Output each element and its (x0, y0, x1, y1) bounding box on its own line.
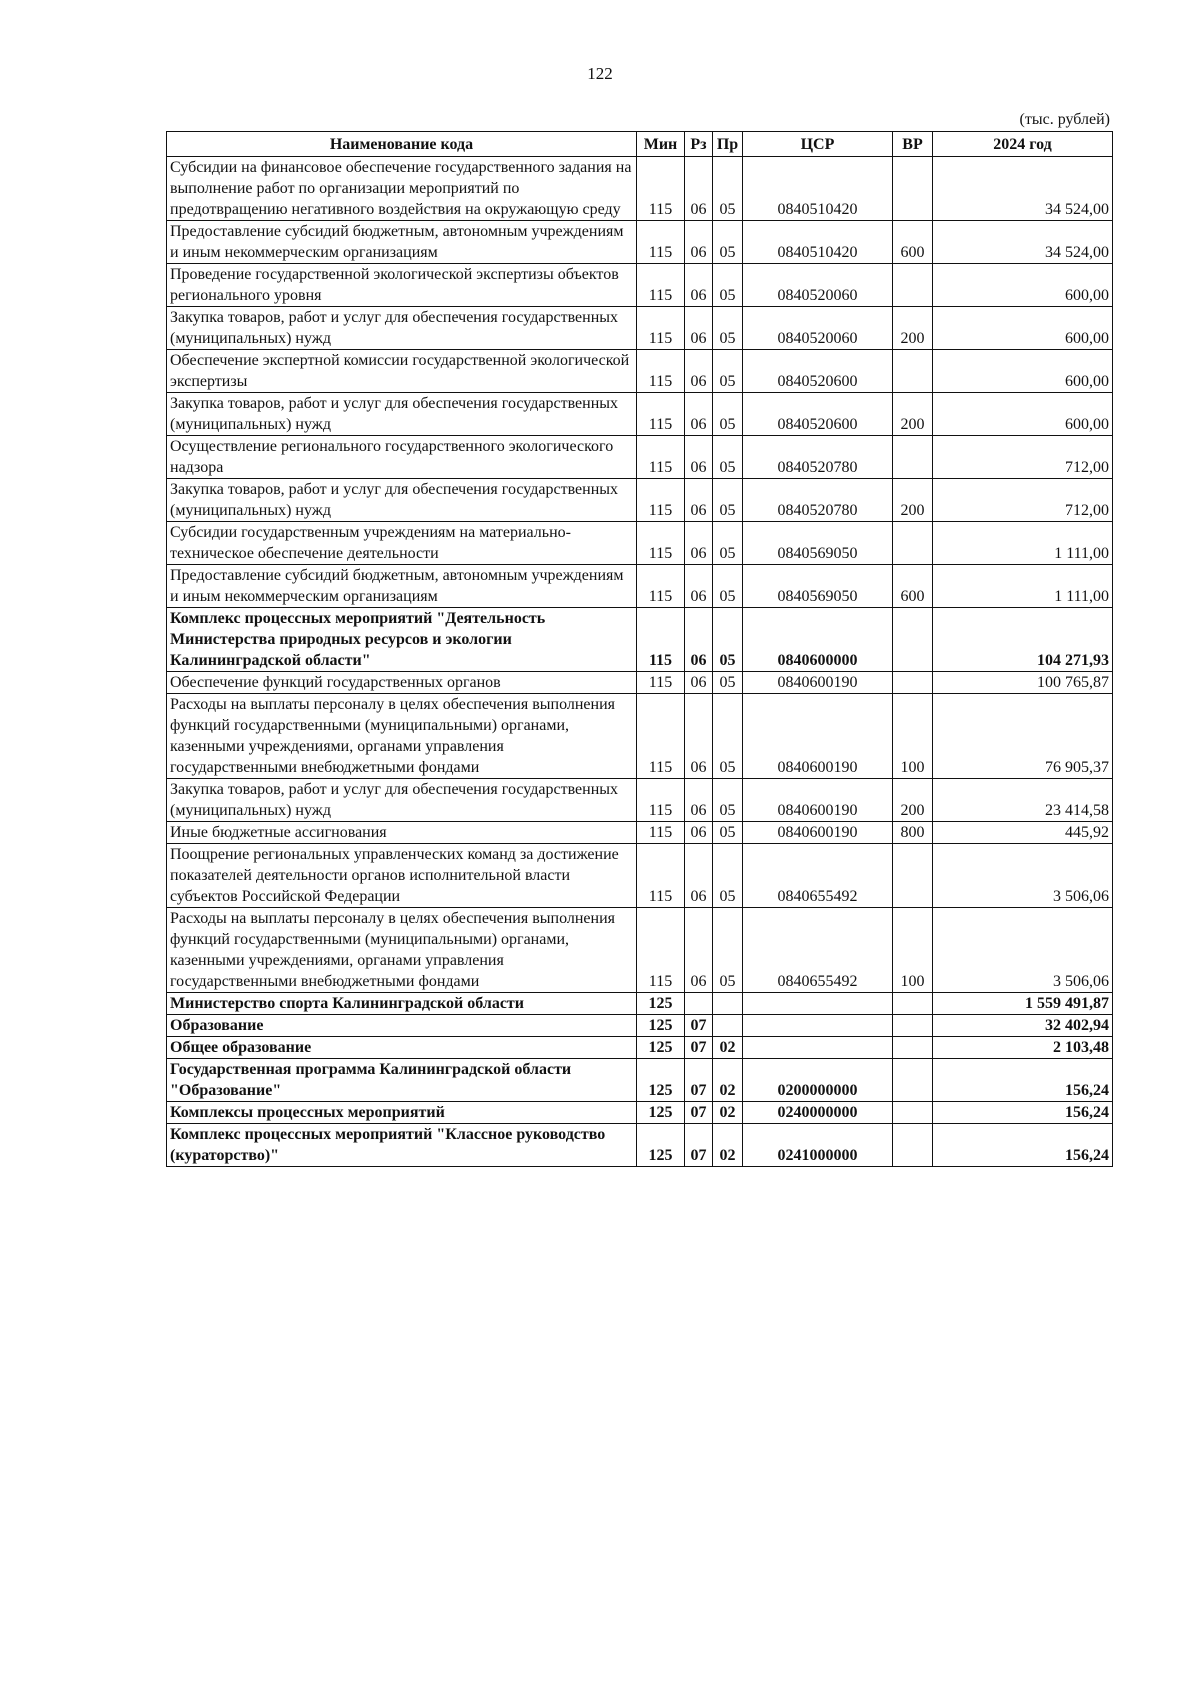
cell-amount: 3 506,06 (933, 908, 1113, 993)
cell-rz: 06 (685, 608, 713, 672)
cell-csr (743, 993, 893, 1015)
cell-min: 115 (637, 779, 685, 822)
cell-csr: 0840600190 (743, 822, 893, 844)
cell-name: Расходы на выплаты персоналу в целях обеспечения выполнения функций государственными (муниципальными) органами, казенными учреждениями, органами управления государственными внебюджетными фондами (167, 694, 637, 779)
page-number: 122 (587, 64, 613, 83)
table-row (167, 993, 1113, 1015)
cell-amount: 712,00 (933, 479, 1113, 522)
cell-csr: 0200000000 (743, 1059, 893, 1102)
cell-amount: 156,24 (933, 1124, 1113, 1167)
cell-rz: 07 (685, 1059, 713, 1102)
cell-csr: 0241000000 (743, 1124, 893, 1167)
cell-pr: 05 (713, 844, 743, 908)
cell-amount: 600,00 (933, 350, 1113, 393)
cell-csr: 0840510420 (743, 157, 893, 221)
cell-vr (893, 157, 933, 221)
cell-csr: 0840600000 (743, 608, 893, 672)
cell-min: 125 (637, 1037, 685, 1059)
cell-pr: 05 (713, 908, 743, 993)
cell-vr (893, 264, 933, 307)
cell-min: 115 (637, 608, 685, 672)
cell-vr (893, 350, 933, 393)
cell-name: Закупка товаров, работ и услуг для обеспечения государственных (муниципальных) нужд (167, 393, 637, 436)
cell-pr: 05 (713, 221, 743, 264)
cell-pr: 05 (713, 479, 743, 522)
cell-vr (893, 1015, 933, 1037)
col-header-pr: Пр (713, 132, 743, 157)
cell-amount: 76 905,37 (933, 694, 1113, 779)
cell-vr: 200 (893, 479, 933, 522)
col-header-name: Наименование кода (167, 132, 637, 157)
cell-name: Комплекс процессных мероприятий "Классное руководство (кураторство)" (167, 1124, 637, 1167)
table-row (167, 1102, 1113, 1124)
cell-pr: 05 (713, 608, 743, 672)
cell-vr: 100 (893, 694, 933, 779)
table-row (167, 694, 1113, 779)
cell-csr: 0840600190 (743, 672, 893, 694)
cell-amount: 34 524,00 (933, 221, 1113, 264)
cell-vr: 200 (893, 393, 933, 436)
cell-pr: 02 (713, 1102, 743, 1124)
cell-vr: 200 (893, 779, 933, 822)
cell-name: Предоставление субсидий бюджетным, автономным учреждениям и иным некоммерческим организациям (167, 565, 637, 608)
cell-rz: 06 (685, 844, 713, 908)
cell-min: 125 (637, 993, 685, 1015)
cell-vr: 800 (893, 822, 933, 844)
cell-vr (893, 1124, 933, 1167)
cell-rz: 06 (685, 350, 713, 393)
cell-pr: 05 (713, 307, 743, 350)
cell-min: 115 (637, 393, 685, 436)
cell-rz: 06 (685, 565, 713, 608)
cell-name: Комплексы процессных мероприятий (167, 1102, 637, 1124)
cell-amount: 600,00 (933, 393, 1113, 436)
col-header-vr: ВР (893, 132, 933, 157)
cell-pr: 05 (713, 157, 743, 221)
cell-vr (893, 844, 933, 908)
col-header-rz: Рз (685, 132, 713, 157)
cell-name: Иные бюджетные ассигнования (167, 822, 637, 844)
cell-rz: 06 (685, 479, 713, 522)
table-row (167, 1015, 1113, 1037)
cell-name: Обеспечение экспертной комиссии государственной экологической экспертизы (167, 350, 637, 393)
cell-amount: 104 271,93 (933, 608, 1113, 672)
table-row (167, 908, 1113, 993)
cell-amount: 712,00 (933, 436, 1113, 479)
cell-rz: 06 (685, 822, 713, 844)
table-row (167, 1037, 1113, 1059)
cell-csr: 0840655492 (743, 908, 893, 993)
cell-csr (743, 1015, 893, 1037)
table-row (167, 565, 1113, 608)
cell-name: Комплекс процессных мероприятий "Деятельность Министерства природных ресурсов и экологии Калининградской области" (167, 608, 637, 672)
cell-amount: 600,00 (933, 264, 1113, 307)
cell-rz: 06 (685, 908, 713, 993)
table-row (167, 844, 1113, 908)
cell-amount: 34 524,00 (933, 157, 1113, 221)
cell-amount: 1 559 491,87 (933, 993, 1113, 1015)
cell-pr: 05 (713, 672, 743, 694)
cell-pr: 05 (713, 350, 743, 393)
cell-rz: 07 (685, 1015, 713, 1037)
cell-vr (893, 993, 933, 1015)
cell-pr: 05 (713, 393, 743, 436)
col-header-min: Мин (637, 132, 685, 157)
cell-name: Закупка товаров, работ и услуг для обеспечения государственных (муниципальных) нужд (167, 307, 637, 350)
table-row (167, 608, 1113, 672)
cell-name: Предоставление субсидий бюджетным, автономным учреждениям и иным некоммерческим организациям (167, 221, 637, 264)
cell-csr: 0840520600 (743, 393, 893, 436)
cell-rz: 07 (685, 1102, 713, 1124)
cell-amount: 2 103,48 (933, 1037, 1113, 1059)
cell-amount: 3 506,06 (933, 844, 1113, 908)
cell-csr: 0840520780 (743, 479, 893, 522)
cell-pr: 05 (713, 436, 743, 479)
cell-vr: 600 (893, 221, 933, 264)
cell-min: 115 (637, 479, 685, 522)
cell-vr (893, 1059, 933, 1102)
cell-pr: 02 (713, 1037, 743, 1059)
table-body (167, 157, 1113, 1167)
cell-name: Общее образование (167, 1037, 637, 1059)
cell-name: Проведение государственной экологической экспертизы объектов регионального уровня (167, 264, 637, 307)
cell-rz: 06 (685, 672, 713, 694)
cell-rz: 06 (685, 779, 713, 822)
cell-rz: 06 (685, 522, 713, 565)
table-row (167, 393, 1113, 436)
cell-amount: 600,00 (933, 307, 1113, 350)
cell-min: 115 (637, 822, 685, 844)
cell-csr: 0840600190 (743, 694, 893, 779)
cell-pr: 05 (713, 822, 743, 844)
table-row (167, 221, 1113, 264)
table-row (167, 350, 1113, 393)
cell-name: Закупка товаров, работ и услуг для обеспечения государственных (муниципальных) нужд (167, 479, 637, 522)
cell-csr: 0840569050 (743, 565, 893, 608)
cell-rz: 06 (685, 393, 713, 436)
table-row (167, 779, 1113, 822)
cell-vr: 100 (893, 908, 933, 993)
cell-amount: 156,24 (933, 1102, 1113, 1124)
cell-pr (713, 993, 743, 1015)
col-header-amount: 2024 год (933, 132, 1113, 157)
cell-amount: 1 111,00 (933, 565, 1113, 608)
cell-vr (893, 1037, 933, 1059)
table-header-row (167, 132, 1113, 157)
cell-vr (893, 1102, 933, 1124)
cell-csr: 0840520780 (743, 436, 893, 479)
budget-table (166, 131, 1113, 1167)
cell-csr: 0240000000 (743, 1102, 893, 1124)
cell-amount: 1 111,00 (933, 522, 1113, 565)
cell-min: 125 (637, 1015, 685, 1037)
table-row (167, 307, 1113, 350)
cell-rz: 06 (685, 694, 713, 779)
cell-csr: 0840520060 (743, 264, 893, 307)
cell-csr: 0840569050 (743, 522, 893, 565)
cell-min: 115 (637, 436, 685, 479)
cell-amount: 100 765,87 (933, 672, 1113, 694)
cell-csr (743, 1037, 893, 1059)
cell-amount: 445,92 (933, 822, 1113, 844)
cell-min: 115 (637, 157, 685, 221)
cell-min: 125 (637, 1124, 685, 1167)
col-header-csr: ЦСР (743, 132, 893, 157)
cell-pr (713, 1015, 743, 1037)
cell-min: 125 (637, 1059, 685, 1102)
cell-min: 115 (637, 221, 685, 264)
cell-rz: 06 (685, 157, 713, 221)
cell-csr: 0840655492 (743, 844, 893, 908)
table-row (167, 479, 1113, 522)
cell-pr: 05 (713, 522, 743, 565)
cell-min: 115 (637, 844, 685, 908)
cell-min: 115 (637, 522, 685, 565)
cell-pr: 05 (713, 779, 743, 822)
cell-min: 115 (637, 307, 685, 350)
cell-vr (893, 608, 933, 672)
cell-rz: 06 (685, 307, 713, 350)
cell-min: 115 (637, 565, 685, 608)
table-row (167, 1124, 1113, 1167)
cell-rz: 06 (685, 436, 713, 479)
cell-vr (893, 522, 933, 565)
cell-min: 115 (637, 694, 685, 779)
cell-name: Закупка товаров, работ и услуг для обеспечения государственных (муниципальных) нужд (167, 779, 637, 822)
cell-rz: 07 (685, 1124, 713, 1167)
table-row (167, 436, 1113, 479)
cell-vr (893, 672, 933, 694)
cell-vr: 600 (893, 565, 933, 608)
cell-csr: 0840520600 (743, 350, 893, 393)
cell-name: Субсидии на финансовое обеспечение государственного задания на выполнение работ по организации мероприятий по предотвращению негативного воздействия на окружающую среду (167, 157, 637, 221)
units-label: (тыс. рублей) (1019, 111, 1110, 128)
cell-vr (893, 436, 933, 479)
table-row (167, 157, 1113, 221)
cell-csr: 0840520060 (743, 307, 893, 350)
table-row (167, 264, 1113, 307)
cell-rz (685, 993, 713, 1015)
table-row (167, 1059, 1113, 1102)
cell-pr: 02 (713, 1124, 743, 1167)
cell-vr: 200 (893, 307, 933, 350)
cell-rz: 06 (685, 264, 713, 307)
cell-min: 125 (637, 1102, 685, 1124)
cell-csr: 0840510420 (743, 221, 893, 264)
cell-name: Осуществление регионального государственного экологического надзора (167, 436, 637, 479)
cell-min: 115 (637, 264, 685, 307)
cell-pr: 02 (713, 1059, 743, 1102)
cell-pr: 05 (713, 565, 743, 608)
table-row (167, 672, 1113, 694)
cell-csr: 0840600190 (743, 779, 893, 822)
table-row (167, 822, 1113, 844)
cell-min: 115 (637, 672, 685, 694)
cell-pr: 05 (713, 264, 743, 307)
cell-min: 115 (637, 908, 685, 993)
cell-min: 115 (637, 350, 685, 393)
cell-name: Обеспечение функций государственных органов (167, 672, 637, 694)
cell-amount: 32 402,94 (933, 1015, 1113, 1037)
cell-amount: 23 414,58 (933, 779, 1113, 822)
cell-rz: 06 (685, 221, 713, 264)
cell-name: Субсидии государственным учреждениям на материально-техническое обеспечение деятельности (167, 522, 637, 565)
cell-name: Образование (167, 1015, 637, 1037)
cell-name: Министерство спорта Калининградской области (167, 993, 637, 1015)
cell-rz: 07 (685, 1037, 713, 1059)
cell-name: Государственная программа Калининградской области "Образование" (167, 1059, 637, 1102)
cell-name: Расходы на выплаты персоналу в целях обеспечения выполнения функций государственными (муниципальными) органами, казенными учреждениями, органами управления государственными внебюджетными фондами (167, 908, 637, 993)
table-row (167, 522, 1113, 565)
cell-name: Поощрение региональных управленческих команд за достижение показателей деятельности органов исполнительной власти субъектов Российской Федерации (167, 844, 637, 908)
cell-pr: 05 (713, 694, 743, 779)
cell-amount: 156,24 (933, 1059, 1113, 1102)
